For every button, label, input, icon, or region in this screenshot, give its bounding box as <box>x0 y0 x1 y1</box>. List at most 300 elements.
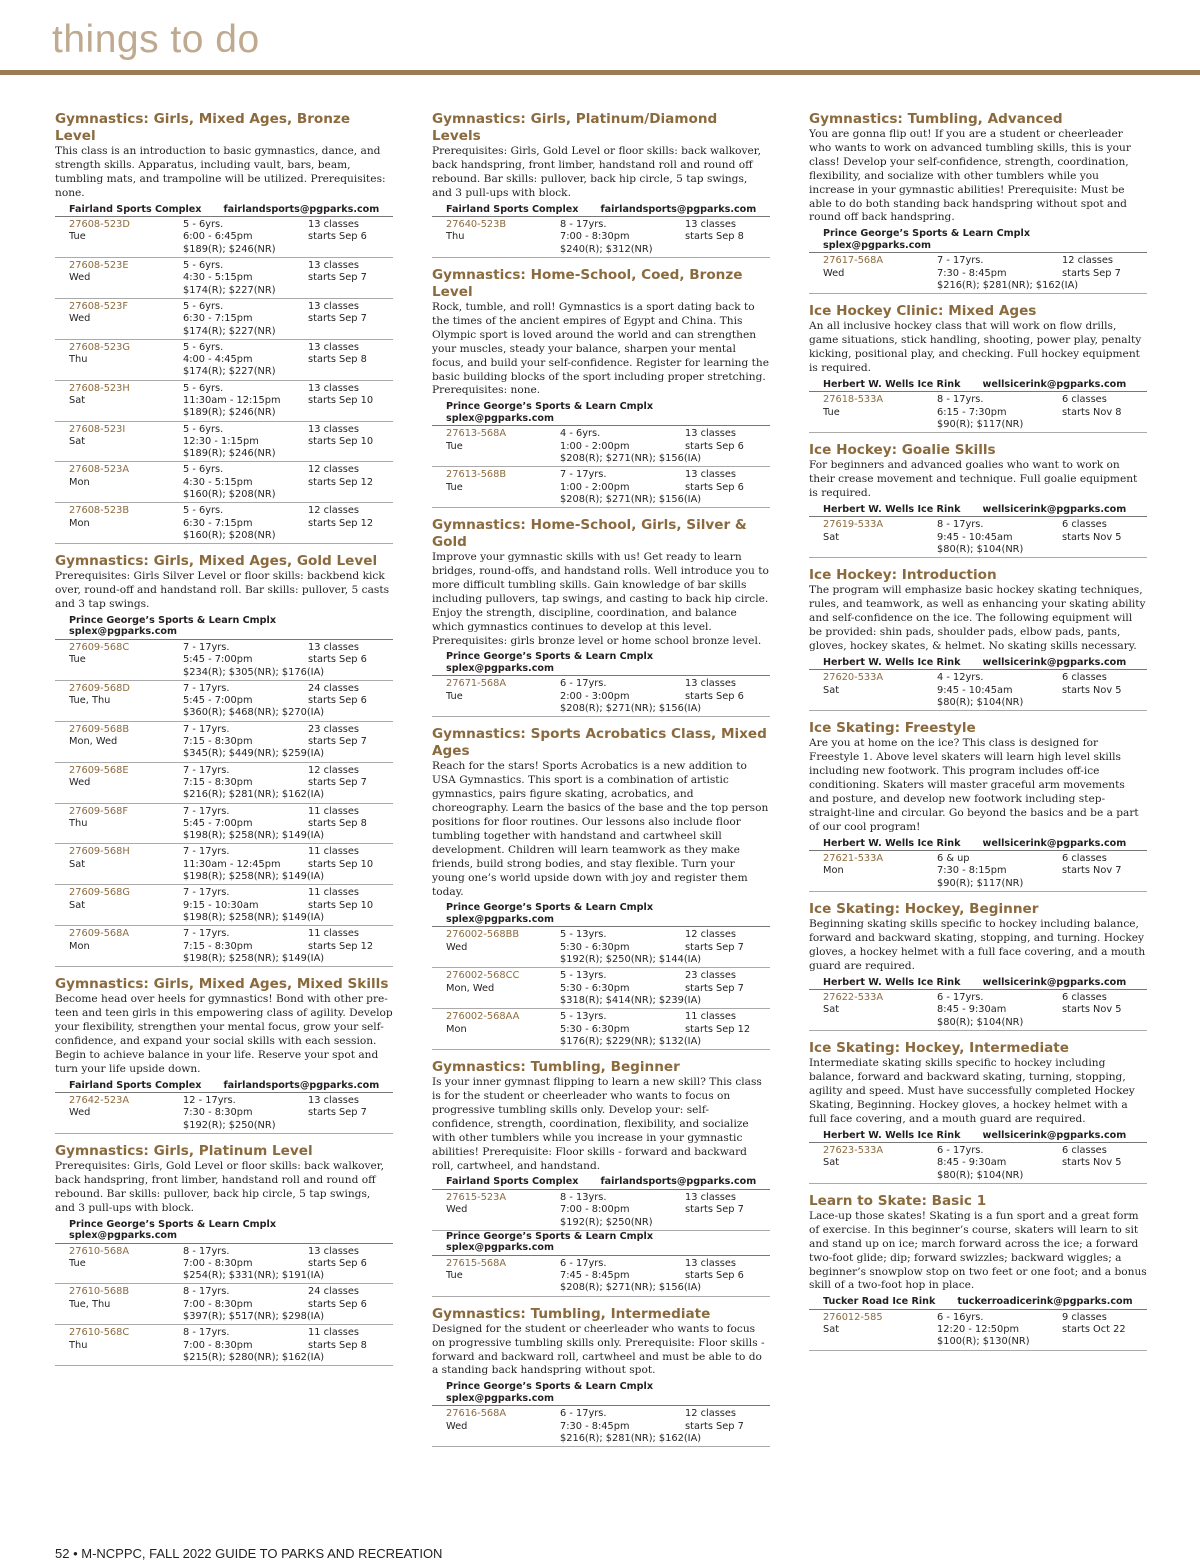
class-time: 8:45 - 9:30am <box>937 1004 1007 1016</box>
class-price: $216(R); $281(NR); $162(IA) <box>183 789 325 801</box>
venue-header <box>432 1381 770 1406</box>
start-date: starts Sep 7 <box>308 736 367 748</box>
class-time: 5:30 - 6:30pm <box>560 941 630 953</box>
class-row <box>809 990 1147 1031</box>
age-range: 5 - 13yrs. <box>560 970 607 982</box>
venue-header <box>55 204 393 218</box>
class-row <box>55 1325 393 1366</box>
class-time: 8:45 - 9:30am <box>937 1157 1007 1169</box>
class-count: 6 classes <box>1062 394 1107 406</box>
venue-header <box>809 1130 1147 1144</box>
class-count: 9 classes <box>1062 1311 1107 1323</box>
class-row <box>55 885 393 926</box>
class-row <box>55 1093 393 1134</box>
class-time: 5:45 - 7:00pm <box>183 817 253 829</box>
class-row <box>55 681 393 722</box>
class-row <box>432 968 770 1009</box>
age-range: 6 - 17yrs. <box>937 1145 984 1157</box>
start-date: starts Sep 6 <box>308 695 367 707</box>
class-time: 7:00 - 8:30pm <box>183 1257 253 1269</box>
class-row-line-1 <box>69 260 393 272</box>
class-row-line-1 <box>69 301 393 313</box>
meeting-days: Thu <box>69 817 88 829</box>
class-row-line-2 <box>823 1004 1147 1016</box>
class-price: $397(R); $517(NR); $298(IA) <box>183 1311 325 1323</box>
age-range: 7 - 17yrs. <box>183 682 230 694</box>
venue-name: Prince George’s Sports & Learn Cmplx <box>823 228 1031 240</box>
program-section <box>809 720 1147 892</box>
meeting-days: Tue <box>446 440 463 452</box>
course-code: 276012-585 <box>823 1311 883 1323</box>
class-row-line-2 <box>823 1324 1147 1336</box>
class-row <box>809 851 1147 892</box>
start-date: starts Nov 5 <box>1062 1004 1122 1016</box>
start-date: starts Sep 6 <box>685 440 744 452</box>
class-row-line-2 <box>69 477 393 489</box>
class-count: 12 classes <box>685 1408 737 1420</box>
venue-name: Prince George’s Sports & Learn Cmplx <box>446 902 654 914</box>
course-code: 27608-523G <box>69 341 130 353</box>
course-code: 27608-523F <box>69 300 129 312</box>
class-row <box>809 517 1147 558</box>
meeting-days: Thu <box>69 354 88 366</box>
class-price: $80(R); $104(NR) <box>937 1016 1024 1028</box>
program-section <box>55 111 393 544</box>
class-count: 13 classes <box>308 219 360 231</box>
class-row-line-2 <box>69 941 393 953</box>
start-date: starts Sep 7 <box>685 941 744 953</box>
program-title: Ice Hockey Clinic: Mixed Ages <box>809 303 1037 320</box>
class-time: 7:15 - 8:30pm <box>183 776 253 788</box>
venue-name: Prince George’s Sports & Learn Cmplx <box>446 1230 654 1242</box>
meeting-days: Wed <box>446 1420 468 1432</box>
class-row-line-1 <box>823 255 1147 267</box>
class-row <box>55 763 393 804</box>
class-row <box>809 392 1147 433</box>
class-price: $160(R); $208(NR) <box>183 529 276 541</box>
age-range: 5 - 6yrs. <box>183 260 224 272</box>
venue-name: Fairland Sports Complex <box>446 203 579 215</box>
age-range: 7 - 17yrs. <box>937 255 984 267</box>
class-row <box>55 381 393 422</box>
start-date: starts Sep 10 <box>308 394 374 406</box>
age-range: 6 & up <box>937 853 970 865</box>
meeting-days: Wed <box>823 267 845 279</box>
program-title: Gymnastics: Tumbling, Advanced <box>809 111 1063 127</box>
program-description: Improve your gymnastic skills with us! Get ready to learn bridges, round-offs, and handstand rolls. Well introduce you to more difficult tumbling skills. Gain knowledge of bar skills including pullovers, tap swings, and casting to back hip circle. Enjoy the strength, discipline, coordination, and balance which gymnastics continues to develop at this level. Prerequisites: girls bronze level or home school bronze level. <box>432 551 769 647</box>
class-row-line-1 <box>69 505 393 517</box>
start-date: starts Nov 5 <box>1062 531 1122 543</box>
program-description: Prerequisites: Girls, Gold Level or floor skills: back walkover, back handspring, front limber, handstand roll and round off rebound. Bar skills: pullover, back hip circle, 5 tap swings, and 3 pull-ups with block. <box>432 145 762 199</box>
meeting-days: Tue <box>446 481 463 493</box>
meeting-days: Sat <box>823 684 840 696</box>
class-row <box>432 217 770 258</box>
class-row-line-1 <box>69 806 393 818</box>
class-price: $160(R); $208(NR) <box>183 489 276 501</box>
header-rule <box>0 70 1200 75</box>
class-row <box>55 299 393 340</box>
class-count: 6 classes <box>1062 992 1107 1004</box>
course-code: 27610-568A <box>69 1245 130 1257</box>
venue-name: Prince George’s Sports & Learn Cmplx <box>69 614 277 626</box>
course-code: 27609-568F <box>69 805 129 817</box>
venue-email: wellsicerink@pgparks.com <box>982 1129 1127 1141</box>
class-row-line-2 <box>69 777 393 789</box>
age-range: 5 - 6yrs. <box>183 464 224 476</box>
venue-name: Prince George’s Sports & Learn Cmplx <box>69 1218 277 1230</box>
program-description: This class is an introduction to basic gymnastics, dance, and strength skills. Apparatus, including vault, bars, beam, tumbling mats, and trampoline will be utilized. Prerequisites: none. <box>55 145 386 199</box>
class-price: $318(R); $414(NR); $239(IA) <box>560 994 702 1006</box>
age-range: 7 - 17yrs. <box>183 723 230 735</box>
age-range: 7 - 17yrs. <box>183 928 230 940</box>
class-row-line-2 <box>69 395 393 407</box>
class-row <box>55 844 393 885</box>
course-code: 27642-523A <box>69 1095 130 1107</box>
venue-email: splex@pgparks.com <box>446 913 554 925</box>
program-title: Gymnastics: Girls, Mixed Ages, Mixed Skills <box>55 976 389 993</box>
class-price: $174(R); $227(NR) <box>183 366 276 378</box>
class-price: $100(R); $130(NR) <box>937 1336 1030 1348</box>
column-2 <box>432 111 770 1456</box>
program-title: Gymnastics: Home-School, Coed, Bronze Level <box>432 267 743 301</box>
class-row-line-1 <box>823 394 1147 406</box>
class-row <box>55 503 393 544</box>
venue-name: Herbert W. Wells Ice Rink <box>823 656 961 668</box>
venue-email: splex@pgparks.com <box>69 626 177 638</box>
meeting-days: Mon <box>446 1023 467 1035</box>
course-code: 27608-523B <box>69 505 130 517</box>
class-row-line-2 <box>69 1340 393 1352</box>
class-price: $208(R); $271(NR); $156(IA) <box>560 703 702 715</box>
start-date: starts Sep 6 <box>308 654 367 666</box>
class-row-line-1 <box>446 678 770 690</box>
start-date: starts Sep 7 <box>308 313 367 325</box>
venue-name: Prince George’s Sports & Learn Cmplx <box>446 401 654 413</box>
class-time: 6:30 - 7:15pm <box>183 313 253 325</box>
class-time: 11:30am - 12:15pm <box>183 394 281 406</box>
venue-name: Fairland Sports Complex <box>69 1079 202 1091</box>
class-price: $192(R); $250(NR) <box>560 1216 653 1228</box>
class-price: $254(R); $331(NR); $191(IA) <box>183 1270 325 1282</box>
program-title: Ice Hockey: Introduction <box>809 567 997 584</box>
age-range: 7 - 17yrs. <box>183 846 230 858</box>
class-count: 13 classes <box>308 1095 360 1107</box>
meeting-days: Sat <box>823 1324 840 1336</box>
venue-email: splex@pgparks.com <box>446 1242 554 1254</box>
class-row-line-2 <box>823 685 1147 697</box>
class-row <box>432 467 770 508</box>
program-section <box>55 976 393 1134</box>
class-count: 11 classes <box>685 1011 737 1023</box>
class-row-line-1 <box>823 1145 1147 1157</box>
class-time: 7:00 - 8:30pm <box>560 231 630 243</box>
program-title: Learn to Skate: Basic 1 <box>809 1192 987 1209</box>
start-date: starts Sep 12 <box>308 517 374 529</box>
class-price: $198(R); $258(NR); $149(IA) <box>183 830 325 842</box>
course-code: 27619-533A <box>823 519 884 531</box>
start-date: starts Sep 6 <box>685 1270 744 1282</box>
class-row-line-2 <box>446 1204 770 1216</box>
class-row-line-2 <box>69 231 393 243</box>
class-time: 7:30 - 8:45pm <box>937 267 1007 279</box>
age-range: 6 - 17yrs. <box>560 678 607 690</box>
class-count: 13 classes <box>308 423 360 435</box>
meeting-days: Tue <box>446 690 463 702</box>
course-code: 27609-568D <box>69 682 130 694</box>
class-count: 13 classes <box>685 469 737 481</box>
start-date: starts Sep 8 <box>685 231 744 243</box>
start-date: starts Nov 5 <box>1062 684 1122 696</box>
meeting-days: Sat <box>823 531 840 543</box>
class-price: $234(R); $305(NR); $176(IA) <box>183 666 325 678</box>
class-row-line-2 <box>69 272 393 284</box>
class-row <box>432 927 770 968</box>
program-section <box>55 553 393 967</box>
venue-header <box>432 651 770 676</box>
class-row-line-2 <box>446 1024 770 1036</box>
program-title: Gymnastics: Tumbling, Beginner <box>432 1059 680 1076</box>
class-price: $90(R); $117(NR) <box>937 418 1024 430</box>
class-row-line-2 <box>69 436 393 448</box>
course-code: 27608-523D <box>69 219 130 231</box>
course-code: 27615-568A <box>446 1257 507 1269</box>
start-date: starts Sep 12 <box>685 1023 751 1035</box>
venue-name: Herbert W. Wells Ice Rink <box>823 378 961 390</box>
start-date: starts Nov 5 <box>1062 1157 1122 1169</box>
course-code: 27623-533A <box>823 1145 884 1157</box>
class-row-line-1 <box>69 219 393 231</box>
venue-header <box>809 228 1147 253</box>
class-count: 6 classes <box>1062 1145 1107 1157</box>
age-range: 5 - 6yrs. <box>183 341 224 353</box>
class-row-line-2 <box>446 482 770 494</box>
age-range: 8 - 17yrs. <box>937 394 984 406</box>
program-section <box>55 1143 393 1366</box>
class-price: $198(R); $258(NR); $149(IA) <box>183 911 325 923</box>
program-title: Gymnastics: Girls, Mixed Ages, Gold Level <box>55 553 378 570</box>
class-row-line-2 <box>446 441 770 453</box>
program-description: Reach for the stars! Sports Acrobatics is a new addition to USA Gymnastics. This sport is a combination of artistic gymnastics, pairs figure skating, acrobatics, and choreography. Learn the basics of the base and the top person positions for floor routines. Our lessons also include floor tumbling together with handstand and cartwheel skill development. Children will learn teamwork as they make friends, build strong bodies, and stay flexible. Turn your young one’s world upside down with joy and register them today. <box>432 760 769 898</box>
venue-name: Herbert W. Wells Ice Rink <box>823 976 961 988</box>
class-row-line-1 <box>823 1312 1147 1324</box>
start-date: starts Oct 22 <box>1062 1324 1126 1336</box>
class-price: $208(R); $271(NR); $156(IA) <box>560 1282 702 1294</box>
start-date: starts Sep 12 <box>308 476 374 488</box>
class-time: 5:30 - 6:30pm <box>560 1023 630 1035</box>
venue-header <box>432 902 770 927</box>
class-price: $174(R); $227(NR) <box>183 325 276 337</box>
venue-email: wellsicerink@pgparks.com <box>982 378 1127 390</box>
course-code: 27620-533A <box>823 672 884 684</box>
class-time: 6:15 - 7:30pm <box>937 406 1007 418</box>
class-count: 24 classes <box>308 682 360 694</box>
start-date: starts Sep 10 <box>308 435 374 447</box>
start-date: starts Sep 7 <box>685 1420 744 1432</box>
class-row-line-1 <box>823 853 1147 865</box>
age-range: 7 - 17yrs. <box>560 469 607 481</box>
course-code: 276002-568AA <box>446 1011 520 1023</box>
class-price: $192(R); $250(NR) <box>183 1119 276 1131</box>
class-count: 13 classes <box>308 641 360 653</box>
class-count: 6 classes <box>1062 672 1107 684</box>
program-title: Gymnastics: Girls, Platinum/Diamond Levels <box>432 111 718 144</box>
start-date: starts Sep 7 <box>308 272 367 284</box>
program-section <box>809 1193 1147 1351</box>
class-count: 12 classes <box>685 929 737 941</box>
class-row-line-2 <box>69 313 393 325</box>
venue-email: splex@pgparks.com <box>69 1230 177 1242</box>
class-row-line-1 <box>823 992 1147 1004</box>
venue-name: Herbert W. Wells Ice Rink <box>823 1129 961 1141</box>
class-row-line-1 <box>69 887 393 899</box>
meeting-days: Sat <box>823 1004 840 1016</box>
class-row <box>55 462 393 503</box>
course-code: 27608-523E <box>69 260 129 272</box>
meeting-days: Tue, Thu <box>69 695 111 707</box>
class-row-line-1 <box>446 1011 770 1023</box>
venue-header <box>432 1231 770 1256</box>
class-time: 4:00 - 4:45pm <box>183 354 253 366</box>
age-range: 5 - 6yrs. <box>183 300 224 312</box>
start-date: starts Sep 7 <box>685 982 744 994</box>
class-count: 23 classes <box>685 970 737 982</box>
meeting-days: Tue <box>823 406 840 418</box>
class-count: 23 classes <box>308 723 360 735</box>
class-row <box>55 217 393 258</box>
class-row-line-1 <box>69 1327 393 1339</box>
age-range: 8 - 17yrs. <box>183 1245 230 1257</box>
class-row <box>809 1143 1147 1184</box>
age-range: 12 - 17yrs. <box>183 1095 236 1107</box>
class-price: $189(R); $246(NR) <box>183 448 276 460</box>
class-count: 13 classes <box>685 1257 737 1269</box>
class-row-line-1 <box>69 765 393 777</box>
class-time: 7:30 - 8:15pm <box>937 865 1007 877</box>
class-row-line-1 <box>446 428 770 440</box>
meeting-days: Tue <box>69 1257 86 1269</box>
program-description: You are gonna flip out! If you are a student or cheerleader who wants to work on advanced tumbling skills, this is your class! Develop your self-confidence, strength, coordination, flexibility, and socialize with other tumblers while you increase in your gymnastic abilities! Prerequisite: Must be able to do both standing back handspring without spot and round off back handspring. <box>809 128 1131 224</box>
page-footer: 52 • M-NCPPC, FALL 2022 GUIDE TO PARKS AND RECREATION <box>55 1546 443 1561</box>
program-description: Beginning skating skills specific to hockey including balance, forward and backward skating, stopping, and turning. Hockey gloves, a hockey helmet with a full face covering, and a mouth guard are required. <box>809 918 1146 972</box>
class-row <box>432 426 770 467</box>
venue-email: splex@pgparks.com <box>446 662 554 674</box>
class-row-line-2 <box>446 942 770 954</box>
start-date: starts Sep 7 <box>308 1107 367 1119</box>
class-time: 5:45 - 7:00pm <box>183 695 253 707</box>
meeting-days: Mon, Wed <box>446 982 495 994</box>
class-time: 2:00 - 3:00pm <box>560 690 630 702</box>
venue-header <box>432 1176 770 1190</box>
class-row-line-2 <box>69 518 393 530</box>
age-range: 5 - 6yrs. <box>183 219 224 231</box>
class-row <box>432 676 770 717</box>
program-description: The program will emphasize basic hockey skating techniques, rules, and teamwork, as well as enhancing your skating ability and self-confidence on the ice. The following equipment will be provided: shin pads, shoulder pads, elbow pads, pants, gloves, hockey skates, & helmet. No skating skills necessary. <box>809 584 1146 652</box>
venue-email: wellsicerink@pgparks.com <box>982 503 1127 515</box>
course-code: 27609-568C <box>69 641 130 653</box>
meeting-days: Mon <box>69 517 90 529</box>
program-title: Gymnastics: Girls, Platinum Level <box>55 1142 313 1159</box>
venue-header <box>55 1219 393 1244</box>
class-row-line-2 <box>823 865 1147 877</box>
class-row-line-2 <box>823 407 1147 419</box>
venue-header <box>432 204 770 218</box>
course-code: 27608-523H <box>69 382 130 394</box>
venue-header <box>809 1296 1147 1310</box>
class-row-line-1 <box>446 929 770 941</box>
class-row-line-2 <box>446 1421 770 1433</box>
meeting-days: Wed <box>446 1204 468 1216</box>
course-code: 27622-533A <box>823 992 884 1004</box>
class-row <box>55 804 393 845</box>
class-row-line-1 <box>446 469 770 481</box>
course-code: 27618-533A <box>823 394 884 406</box>
class-count: 24 classes <box>308 1286 360 1298</box>
start-date: starts Sep 12 <box>308 940 374 952</box>
class-price: $90(R); $117(NR) <box>937 877 1024 889</box>
column-1 <box>55 111 393 1375</box>
venue-name: Prince George’s Sports & Learn Cmplx <box>446 651 654 663</box>
venue-header <box>809 977 1147 991</box>
class-time: 7:15 - 8:30pm <box>183 736 253 748</box>
class-time: 7:00 - 8:30pm <box>183 1298 253 1310</box>
class-row-line-1 <box>446 1258 770 1270</box>
class-time: 9:45 - 10:45am <box>937 684 1013 696</box>
age-range: 5 - 6yrs. <box>183 382 224 394</box>
age-range: 6 - 17yrs. <box>560 1257 607 1269</box>
age-range: 7 - 17yrs. <box>183 805 230 817</box>
class-time: 7:45 - 8:45pm <box>560 1270 630 1282</box>
class-row-line-2 <box>69 695 393 707</box>
class-count: 13 classes <box>308 300 360 312</box>
class-count: 11 classes <box>308 805 360 817</box>
class-count: 13 classes <box>308 260 360 272</box>
meeting-days: Tue <box>69 654 86 666</box>
start-date: starts Sep 6 <box>308 1298 367 1310</box>
class-time: 4:30 - 5:15pm <box>183 272 253 284</box>
class-row-line-2 <box>446 1270 770 1282</box>
age-range: 6 - 17yrs. <box>937 992 984 1004</box>
meeting-days: Thu <box>69 1339 88 1351</box>
program-section <box>809 901 1147 1031</box>
class-row <box>55 258 393 299</box>
start-date: starts Sep 8 <box>308 1339 367 1351</box>
class-row-line-1 <box>69 642 393 654</box>
class-row-line-2 <box>823 268 1147 280</box>
class-count: 11 classes <box>308 887 360 899</box>
course-code: 27608-523I <box>69 423 126 435</box>
venue-email: splex@pgparks.com <box>446 1392 554 1404</box>
class-count: 11 classes <box>308 1327 360 1339</box>
class-row-line-1 <box>446 219 770 231</box>
class-row <box>809 253 1147 294</box>
class-row-line-1 <box>823 672 1147 684</box>
class-row-line-2 <box>69 900 393 912</box>
course-code: 276002-568CC <box>446 970 520 982</box>
class-price: $240(R); $312(NR) <box>560 243 653 255</box>
class-row-line-1 <box>446 970 770 982</box>
program-description: Prerequisites: Girls, Gold Level or floor skills: back walkover, back handspring, front limber, handstand roll and round off rebound. Bar skills: pullover, back hip circle, 5 tap swings, and 3 pull-ups with block. <box>55 1159 385 1214</box>
class-row <box>432 1009 770 1050</box>
age-range: 5 - 6yrs. <box>183 423 224 435</box>
class-row-line-1 <box>69 846 393 858</box>
class-count: 13 classes <box>685 678 737 690</box>
class-time: 12:20 - 12:50pm <box>937 1324 1019 1336</box>
class-row-line-2 <box>69 1299 393 1311</box>
class-count: 11 classes <box>308 928 360 940</box>
venue-email: fairlandsports@pgparks.com <box>223 203 380 215</box>
class-time: 7:30 - 8:30pm <box>183 1107 253 1119</box>
page-header-title: things to do <box>52 18 260 61</box>
